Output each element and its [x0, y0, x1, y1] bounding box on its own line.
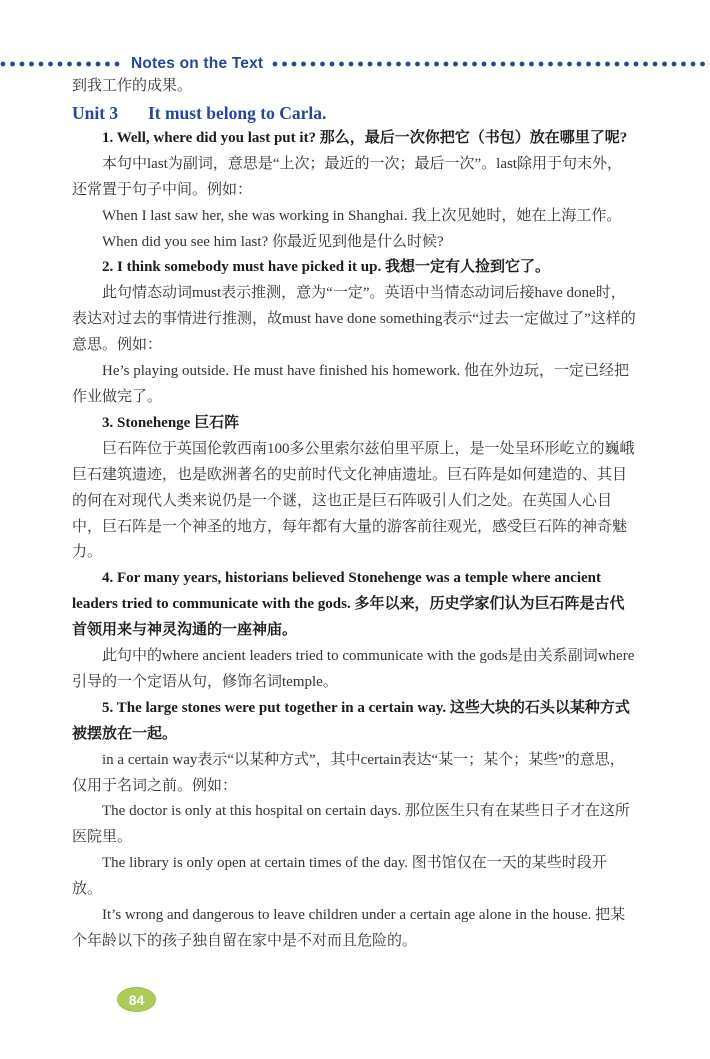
dotted-leader-left [0, 61, 122, 67]
example-sentence: When I last saw her, she was working in Shanghai. 我上次见她时，她在上海工作。 [102, 207, 622, 224]
unit-title: It must belong to Carla. [147, 102, 327, 123]
page-number-badge [117, 987, 156, 1012]
note-heading: 5. The large stones were put together in a certain way. 这些大块的石头以某种方式被摆放在一起。 [72, 699, 630, 742]
section-header [0, 54, 710, 74]
note-paragraph: 巨石阵位于英国伦敦西南100多公里索尔兹伯里平原上，是一处呈环形屹立的巍峨巨石建筑遗迹，也是欧洲著名的史前时代文化神庙遗址。巨石阵是如何建造的、其目的何在对现代人类来说仍是一个谜，这也正是巨石阵吸引人们之处。在英国人心目中，巨石阵是一个神圣的地方，每年都有大量的游客前往观光，感受巨石阵的神奇魅力。 [72, 440, 635, 561]
note-paragraph: in a certain way表示“以某种方式”，其中certain表达“某一；某个；某些”的意思，仅用于名词之前。例如： [72, 751, 625, 794]
example-sentence: It’s wrong and dangerous to leave children under a certain age alone in the house. 把某个年龄以下的孩子独自留在家中是不对而且危险的。 [72, 907, 626, 949]
example-sentence: When did you see him last? 你最近见到他是什么时候? [102, 233, 444, 250]
example-sentence: The doctor is only at this hospital on certain days. 那位医生只有在某些日子才在这所医院里。 [72, 803, 630, 846]
note-heading: 3. Stonehenge 巨石阵 [102, 414, 240, 431]
note-paragraph: 本句中last为副词，意思是“上次；最近的一次；最后一次”。last除用于句末外，还常置于句子中间。例如： [72, 155, 622, 198]
note-paragraph: 此句中的where ancient leaders tried to communicate with the gods是由关系副词where引导的一个定语从句，修饰名词temple。 [72, 648, 635, 690]
continuation-paragraph: 到我工作的成果。 [72, 78, 193, 94]
note-paragraph: 此句情态动词must表示推测，意为“一定”。英语中当情态动词后接have done时，表达对过去的事情进行推测，故must have done something表示“过去一定做过了”这样的意思。例如： [72, 285, 636, 354]
notes-content [0, 74, 710, 955]
note-heading: 2. I think somebody must have picked it up. 我想一定有人捡到它了。 [102, 259, 550, 276]
textbook-page [0, 54, 710, 1059]
page-number: 84 [128, 991, 145, 1008]
example-sentence: He’s playing outside. He must have finished his homework. 他在外边玩，一定已经把作业做完了。 [72, 363, 630, 405]
unit-heading [72, 100, 636, 126]
note-heading: 1. Well, where did you last put it? 那么，最后一次你把它（书包）放在哪里了呢? [102, 129, 628, 146]
unit-label: Unit 3 [72, 102, 119, 123]
dotted-leader-right [272, 61, 710, 67]
note-heading: 4. For many years, historians believed Stonehenge was a temple where ancient leaders tried to communicate with the gods. 多年以来，历史学家们认为巨石阵是古代首领用来与神灵沟通的一座神庙。 [72, 570, 625, 639]
section-title: Notes on the Text [131, 55, 264, 72]
example-sentence: The library is only open at certain times of the day. 图书馆仅在一天的某些时段开放。 [72, 855, 607, 898]
